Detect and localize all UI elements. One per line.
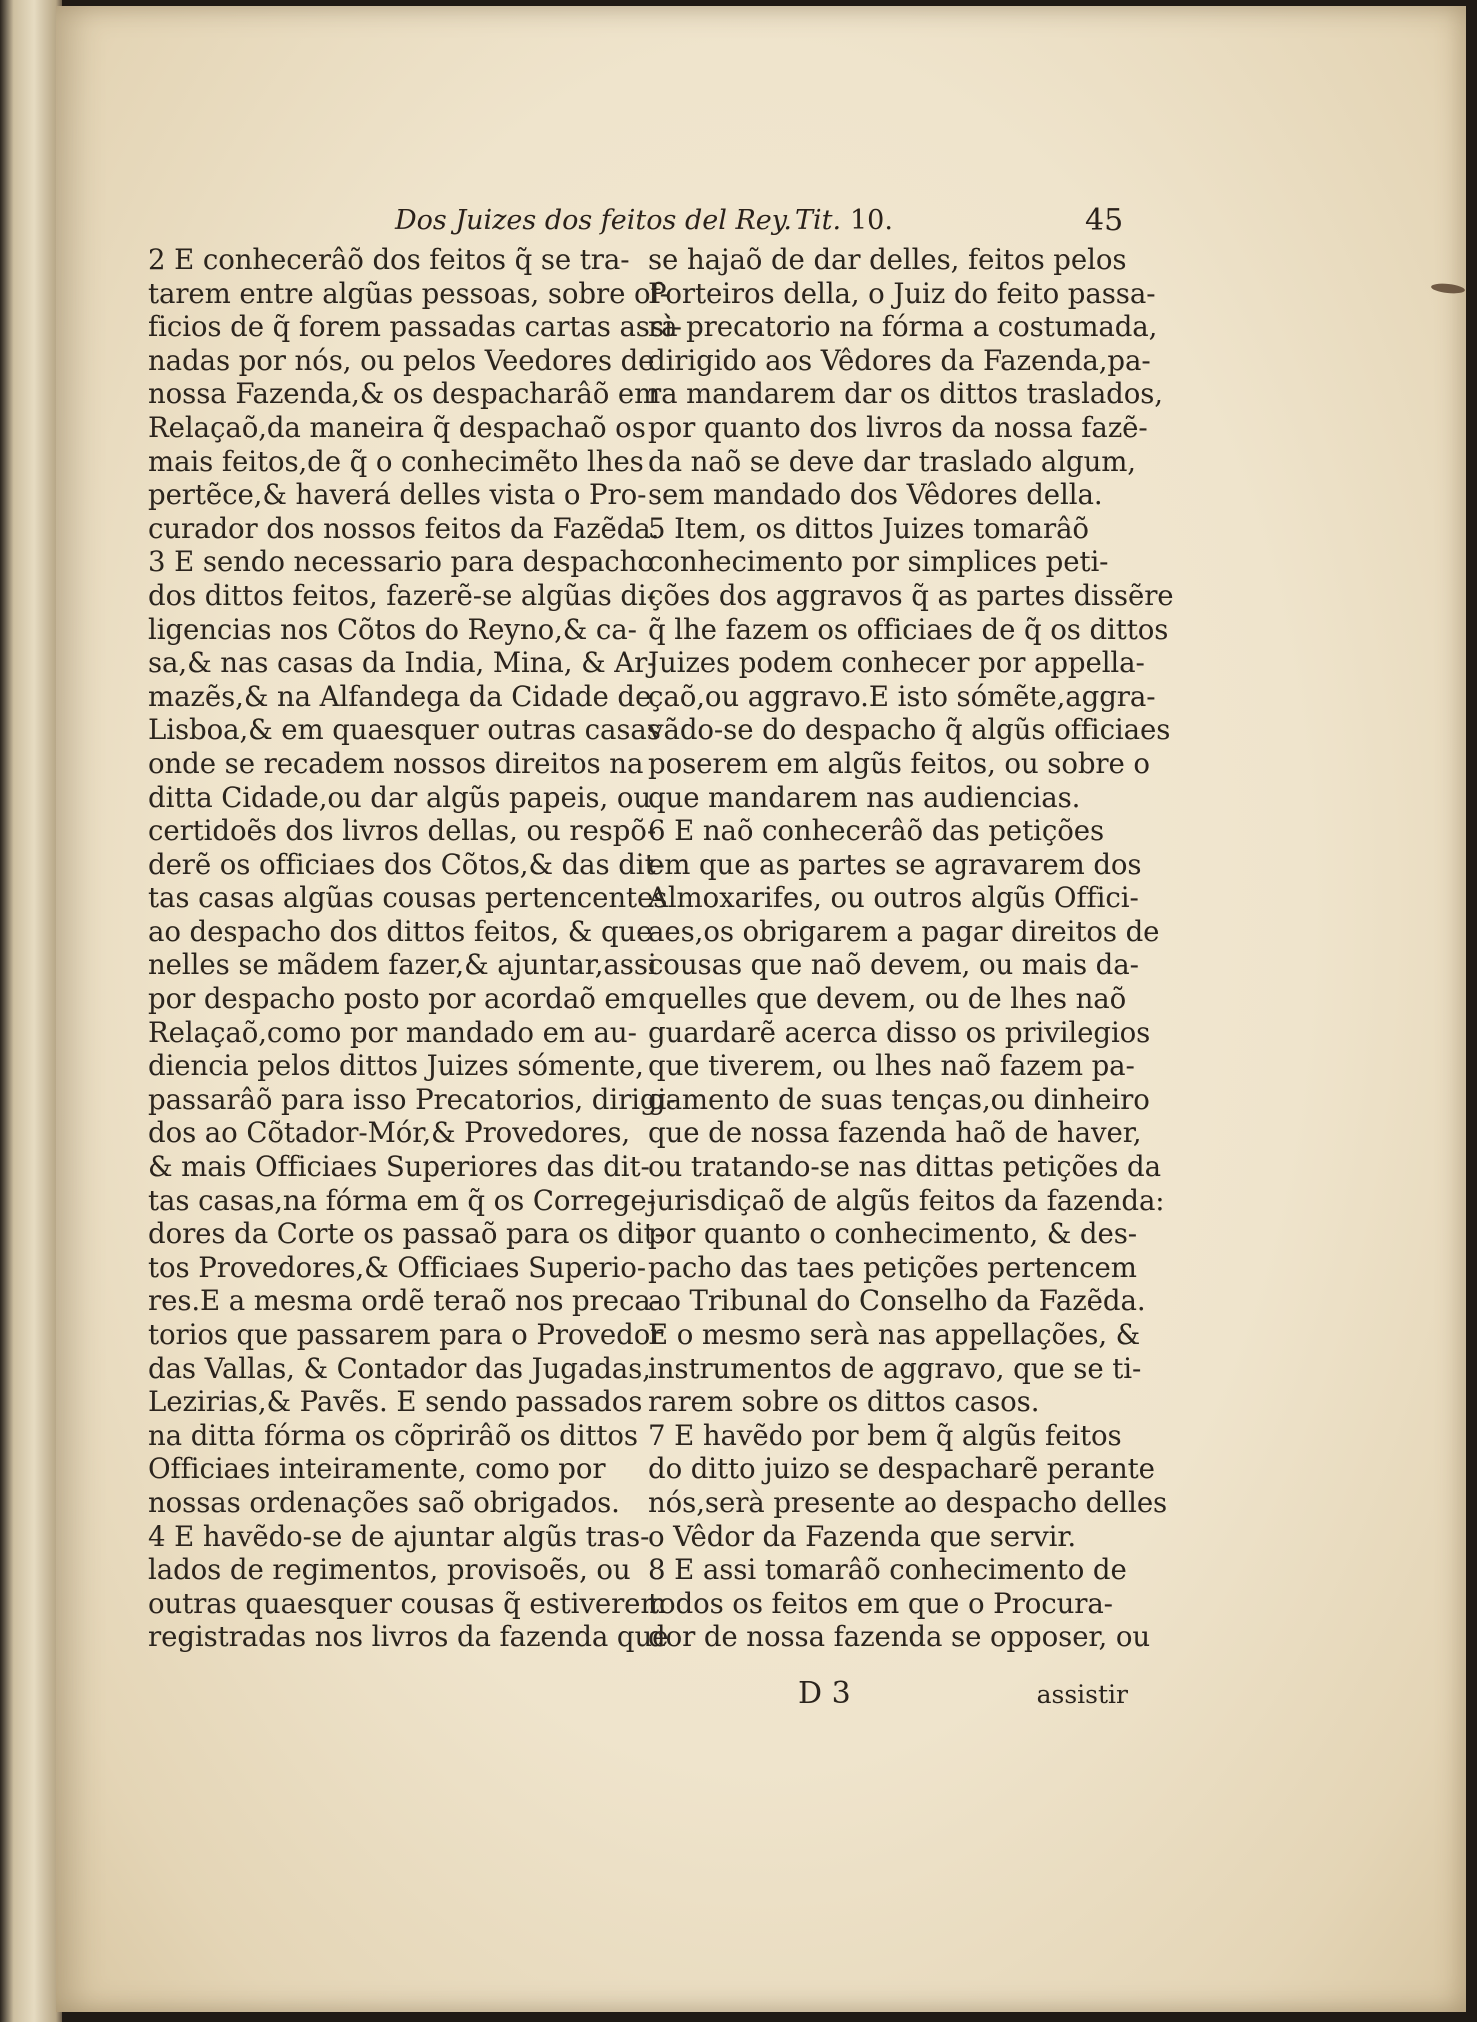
title-label: Tit. [795,205,842,236]
text-line: 4 E havẽdo-se de ajuntar algũs tras- [148,1519,650,1553]
left-text-column [148,243,682,1654]
text-line: mais feitos,de q̃ o conhecimẽto lhes [148,444,644,478]
text-line: se hajaõ de dar delles, feitos pelos [648,243,1127,276]
text-line: rarem sobre os dittos casos. [648,1385,1040,1419]
text-line: todos os feitos em que o Procura- [648,1586,1113,1620]
text-line: sa,& nas casas da India, Mina, & Ar- [148,646,657,680]
title-number: 10. [850,205,893,236]
text-line: por quanto o conhecimento, & des- [648,1217,1137,1251]
text-line: Officiaes inteiramente, como por [148,1452,606,1486]
text-line: vãdo-se do despacho q̃ algũs officiaes [648,713,1171,747]
text-line: tas casas,na fórma em q̃ os Correge- [148,1183,656,1217]
text-line: 6 E naõ conhecerâõ das petições [648,814,1105,848]
text-line: ções dos aggravos q̃ as partes dissẽre [648,578,1174,612]
text-line: nelles se mãdem fazer,& ajuntar,assi [148,948,657,982]
text-line: que mandarem nas audiencias. [648,780,1081,814]
text-line: 8 E assi tomarâõ conhecimento de [648,1553,1127,1587]
text-line: em que as partes se agravarem dos [648,847,1142,881]
text-line: 2 E conhecerâõ dos feitos q̃ se tra- [148,243,630,276]
text-line: guardarẽ acerca disso os privilegios [648,1015,1151,1049]
text-line: dirigido aos Vêdores da Fazenda,pa- [648,343,1151,377]
text-line: ao Tribunal do Conselho da Fazẽda. [648,1284,1146,1318]
text-line: aes,os obrigarem a pagar direitos de [648,914,1160,948]
text-line: instrumentos de aggravo, que se ti- [648,1351,1142,1385]
page-footer [798,1676,1128,1716]
text-line: ao despacho dos dittos feitos, & que [148,914,653,948]
text-line: 7 E havẽdo por bem q̃ algũs feitos [648,1418,1122,1452]
text-line: jurisdiçaõ de algũs feitos da fazenda: [648,1183,1165,1217]
text-line: 5 Item, os dittos Juizes tomarâõ [648,511,1089,545]
text-line: Lisboa,& em quaesquer outras casas [148,713,661,747]
text-line: o Vêdor da Fazenda que servir. [648,1519,1077,1553]
text-line: das Vallas, & Contador das Jugadas, [148,1351,651,1385]
text-line: ficios de q̃ forem passadas cartas assi- [148,310,682,344]
text-line: Lezirias,& Pavẽs. E sendo passados [148,1385,643,1419]
text-line: res.E a mesma ordẽ teraõ nos preca- [148,1284,660,1318]
ink-stain [1431,282,1466,295]
text-line: da naõ se deve dar traslado algum, [648,444,1136,478]
text-line: onde se recadem nossos direitos na [148,746,644,780]
text-line: passarâõ para isso Precatorios, dirigi- [148,1082,676,1116]
text-line: pacho das taes petições pertencem [648,1250,1137,1284]
running-title: Dos Juizes dos feitos del Rey. [395,205,792,236]
text-line: dores da Corte os passaõ para os dit- [148,1217,664,1251]
text-line: dor de nossa fazenda se opposer, ou [648,1620,1151,1654]
text-line: curador dos nossos feitos da Fazẽda. [148,511,660,545]
text-line: diencia pelos dittos Juizes sómente, [148,1049,644,1083]
text-line: 3 E sendo necessario para despacho [148,545,654,579]
text-line: poserem em algũs feitos, ou sobre o [648,746,1150,780]
text-line: ligencias nos Cõtos do Reyno,& ca- [148,612,637,646]
text-line: lados de regimentos, provisoẽs, ou [148,1553,631,1587]
book-binding-edge [0,0,62,2022]
text-line: Almoxarifes, ou outros algũs Offici- [648,881,1139,915]
text-line: & mais Officiaes Superiores das dit- [148,1150,650,1184]
text-line: nossas ordenações saõ obrigados. [148,1485,620,1519]
text-line: na ditta fórma os cõprirâõ os dittos [148,1418,638,1452]
text-line: ou tratando-se nas dittas petições da [648,1150,1161,1184]
text-line: certidoẽs dos livros dellas, ou respõ- [148,814,657,848]
text-line: registradas nos livros da fazenda que [148,1620,669,1654]
text-line: conhecimento por simplices peti- [648,545,1109,579]
text-line: que tiverem, ou lhes naõ fazem pa- [648,1049,1135,1083]
text-line: tos Provedores,& Officiaes Superio- [148,1250,646,1284]
text-line: Porteiros della, o Juiz do feito passa- [648,276,1156,310]
right-text-column [648,243,1174,1654]
text-line: sem mandado dos Vêdores della. [648,478,1103,512]
text-line: pertẽce,& haverá delles vista o Pro- [148,478,647,512]
text-line: çaõ,ou aggravo.E isto sómẽte,aggra- [648,679,1156,713]
text-line: rà precatorio na fórma a costumada, [648,310,1158,344]
text-line: mazẽs,& na Alfandega da Cidade de [148,679,652,713]
text-line: derẽ os officiaes dos Cõtos,& das dit- [148,847,665,881]
text-line: dos ao Cõtador-Mór,& Provedores, [148,1116,631,1150]
catchword: assistir [1036,1680,1128,1709]
text-line: cousas que naõ devem, ou mais da- [648,948,1139,982]
text-line: E o mesmo serà nas appellações, & [648,1318,1141,1351]
text-line: gamento de suas tenças,ou dinheiro [648,1082,1150,1116]
text-line: Relaçaõ,da maneira q̃ despachaõ os [148,410,646,444]
text-line: nossa Fazenda,& os despacharâõ em [148,377,661,411]
page-number: 45 [1085,203,1124,238]
text-line: dos dittos feitos, fazerẽ-se algũas di- [148,578,656,612]
text-line: tas casas algũas cousas pertencentes [148,881,668,915]
text-line: nadas por nós, ou pelos Veedores de [148,343,655,377]
text-line: por despacho posto por acordaõ em [148,982,647,1016]
text-line: Juizes podem conhecer por appella- [648,646,1145,680]
text-line: quelles que devem, ou de lhes naõ [648,982,1127,1016]
text-line: ra mandarem dar os dittos traslados, [648,377,1163,411]
text-line: que de nossa fazenda haõ de haver, [648,1116,1142,1150]
text-line: do ditto juizo se despacharẽ perante [648,1452,1155,1486]
text-line: tarem entre algũas pessoas, sobre of- [148,276,669,310]
text-line: Relaçaõ,como por mandado em au- [148,1015,637,1049]
page-header [395,205,1155,241]
text-line: outras quaesquer cousas q̃ estiverem [148,1586,667,1620]
text-line: por quanto dos livros da nossa fazẽ- [648,410,1148,444]
text-line: nós,serà presente ao despacho delles [648,1485,1168,1519]
text-line: q̃ lhe fazem os officiaes de q̃ os dittos [648,612,1169,646]
text-line: torios que passarem para o Provedor [148,1318,664,1351]
signature-mark: D 3 [798,1676,851,1711]
text-line: ditta Cidade,ou dar algũs papeis, ou [148,780,652,814]
